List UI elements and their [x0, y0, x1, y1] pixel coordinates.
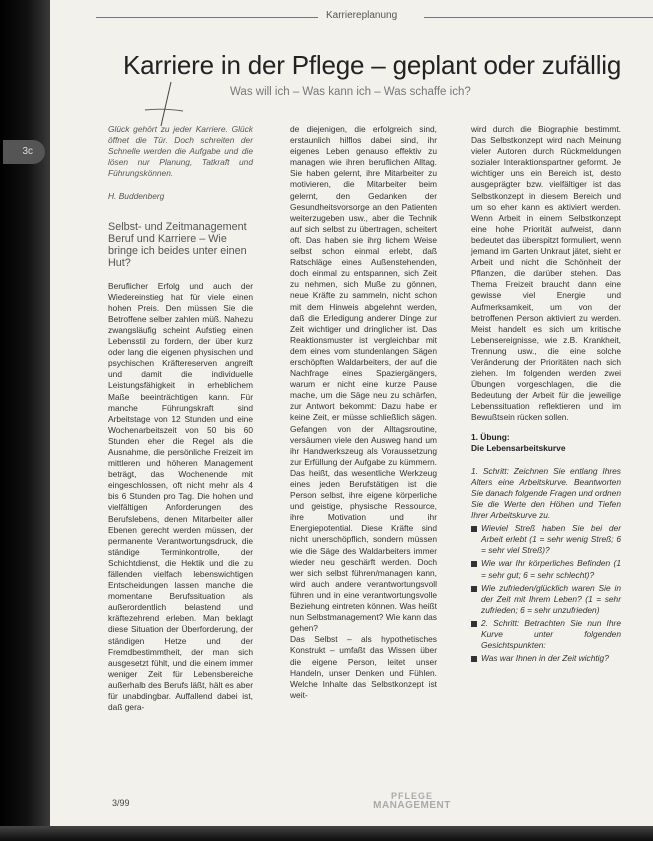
list-item: 2. Schritt: Betrachten Sie nun Ihre Kurve unter folgenden Gesichtspunkten:: [471, 618, 621, 651]
magazine-page: [44, 0, 653, 832]
list-item: Wie zufrieden/glücklich waren Sie in der Zeit mit Ihrem Leben? (1 = sehr zufrieden; 6 = sehr unzufrieden): [471, 583, 621, 616]
side-tab-marker: 3c: [3, 140, 45, 164]
column-2: [290, 124, 437, 701]
logo-line-1: PFLEGE: [390, 791, 433, 801]
body-text: de diejenigen, die erfolgreich sind, erstaunlich hilflos dabei sind, ihr eigenes Leben genauso effektiv zu managen wie ihren beruflichen Alltag. Sie haben gelernt, ihre Mitarbeiter zu motivieren, die Mitarbeiter beim gelernt, den Gedanken der Gesundheitsvorsorge an den Patienten weiterzugeben usw., aber die Technik auf sich selbst zu übertragen, scheitert oft. Das haben sie ihrg lichem Weise selbst schon einmal erlebt, daß Ratschläge eines Außenstehenden, doch einmal zu entspannen, sich Zeit zu nehmen, sich Muße zu gönnen, neue Kräfte zu sammeln, nicht schon mit dem Hinweis abgelehnt werden, daß die Erledigung anderer Dinge zur Zeit wichtiger und dringlicher ist. Das Reaktionsmuster ist vergleichbar mit dem eines vom stundenlangen Sägen erschöpften Waldarbeiters, der auf die Nachfrage eines Spaziergängers, warum er nicht eine kurze Pause mache, um die Säge neu zu schärfen, zur Antwort bekommt: Dazu habe er keine Zeit, er müsse schließlich sägen. Gefangen von der Alltagsroutine, versäumen viele den Ausweg hand um ihr Handwerkszeug als Voraussetzung zur Erfüllung der Aufgabe zu kümmern. Das heißt, das wesentliche Werkzeug eines jeden Berufstätigen ist die Person selbst, ihre eigene körperliche und geistige, physische Ressource, ihre Motivation und ihr Energiepotential. Diese Kräfte sind nicht unerschöpflich, sondern müssen wie die Säge des Waldarbeiters immer wieder neu geschärft werden. Doch wer sich selbst führen/managen kann, wird auch andere verantwortungsvoll führen und in eine verantwortungsvolle Beziehung eintreten können. Was heißt nun Selbstmanagement? Wie kann das gehen?: [290, 124, 437, 634]
list-item: Wieviel Streß haben Sie bei der Arbeit erlebt (1 = sehr wenig Streß; 6 = sehr viel Streß)?: [471, 523, 621, 556]
body-text: wird durch die Biographie bestimmt. Das Selbstkonzept wird nach Meinung vieler Autoren durch Rückmeldungen sozialer Interaktionspartner geformt. Je wichtiger uns ein Bereich ist, desto ausgeprägter bzw. vielfältiger ist das Selbstkonzept in diesem Bereich und um so eher kann es aktiviert werden. Wenn Arbeit in einem Selbstkonzept eine hohe Priorität aufweist, dann bedeutet das überspitzt formuliert, wenn jemand im Garten Unkraut jätet, sieht er Arbeit und nicht die Schönheit der Pflanzen, die darüber stehen. Das Thema Freizeit braucht dann eine gewisse viel Energie und Aufmerksamkeit, um von der betroffenen Person aktiviert zu werden. Meist handelt es sich um kritische Lebensereignisse, wie z.B. Krankheit, Trennung usw., die eine solche Veränderung der Prioritäten nach sich ziehen. Im folgenden werden zwei Übungen vorgeschlagen, die die Bedeutung der Arbeit für die jeweilige Lebenssituation reflektieren und im Bewußtsein rücken sollen.: [471, 124, 621, 423]
list-item: Wie war Ihr körperliches Befinden (1 = sehr gut; 6 = sehr schlecht)?: [471, 558, 621, 580]
page-number: 3/99: [112, 798, 130, 808]
column-1: [108, 124, 253, 713]
exercise-number: 1. Übung:: [471, 431, 510, 442]
header-rule-left: [96, 17, 318, 18]
logo-line-2: MANAGEMENT: [373, 800, 451, 811]
exercise-intro: 1. Schritt: Zeichnen Sie entlang Ihres Alters eine Arbeitskurve. Beantworten Sie danach folgende Fragen und ordnen Sie die Werte den Höhen und Tiefen Ihrer Arbeitskurve zu.: [471, 465, 621, 521]
section-heading: Selbst- und Zeitmanagement Beruf und Karriere – Wie bringe ich beides unter einen Hut?: [108, 220, 247, 269]
quote-author: H. Buddenberg: [108, 191, 165, 202]
article-title: Karriere in der Pflege – geplant oder zufällig: [123, 50, 622, 80]
body-text: Das Selbst – als hypothetisches Konstrukt – umfaßt das Wissen über die eigene Person, leitet unser Handeln, unser Denken und Fühlen. Welche Inhalte das Selbstkonzept ist weit-: [290, 634, 437, 700]
body-text: Beruflicher Erfolg und auch der Wiedereinstieg hat für viele einen hohen Preis. Den müssen Sie die Betroffene selber zahlen müß. Nahezu zwangsläufig scheint Aufstieg einen Lebensstil zu fordern, der über kurz oder lang die eigenen physischen und psychischen Kräftereserven angreift und damit die individuelle Leistungsfähigkeit in erheblichem Maße beeinträchtigen kann. Für manche Führungskraft sind Arbeitstage von 12 Stunden und eine Wochenarbeitszeit von 50 bis 60 Stunden eher die Regel als die Ausnahme, die persönliche Freizeit im mittleren und höheren Management beträgt, das Wochenende mit eingeschlossen, oft nicht mehr als 4 bis 6 Stunden pro Tag. Die hohen und vielfältigen Anforderungen des Berufslebens, denen Mitarbeiter aller Ebenen gerecht werden müssen, der permanente Verantwortungsdruck, die ständige Terminkontrolle, der Schichtdienst, die Hektik und die zu fällenden vielfach lebenswichtigen Entscheidungen lassen manche die momentane Berufssituation als außerordentlich belastend und kräftezehrend erleben. Man beklagt diese Situation der Überforderung, der ständigen Hetze und der Fremdbestimmtheit, der man sich ausgesetzt fühlt, und die einem immer weniger Zeit für Lebensbereiche außerhalb des Berufs läßt, hält es aber für unabdingbar. Auffallend dabei ist, daß gera-: [108, 280, 253, 713]
handwritten-mark-icon: [143, 80, 203, 130]
article-subtitle: Was will ich – Was kann ich – Was schaffe ich?: [230, 86, 471, 98]
scan-shadow-bottom: [0, 826, 653, 841]
question-list: [471, 523, 621, 664]
intro-quote: Glück gehört zu jeder Karriere. Glück öffnet die Tür. Doch schreiten der Schnelle werden die Aufgabe und die lösen nur Planung, Tatkraft und Führungskönnen.: [108, 124, 253, 179]
section-title: Karriereplanung: [326, 10, 398, 21]
list-item: Was war Ihnen in der Zeit wichtig?: [471, 653, 621, 664]
column-3: [471, 124, 621, 666]
exercise-title: Die Lebensarbeitskurve: [471, 442, 566, 453]
magazine-logo: [357, 792, 467, 810]
header-rule-right: [424, 17, 653, 18]
scan-shadow-left: [0, 0, 50, 841]
